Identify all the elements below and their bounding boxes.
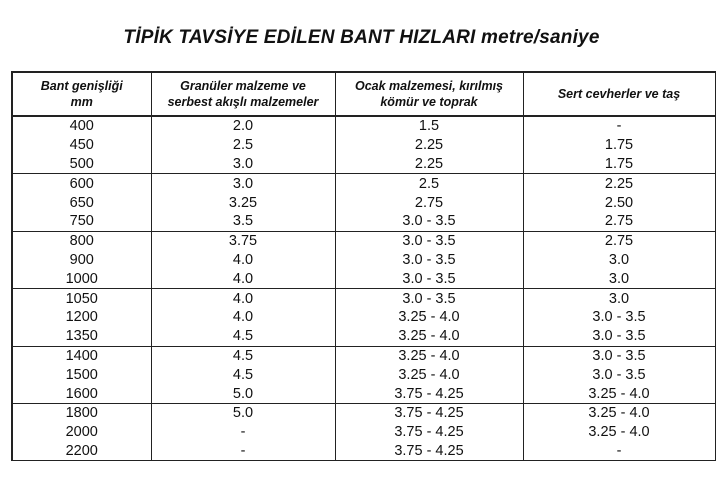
belt-width-cell: 800 — [12, 231, 151, 250]
granular-speed-cell: 4.0 — [151, 251, 335, 270]
belt-width-cell: 500 — [12, 155, 151, 174]
belt-width-cell: 600 — [12, 174, 151, 193]
granular-speed-cell: 4.0 — [151, 308, 335, 327]
belt-speed-table — [11, 71, 716, 461]
granular-speed-cell: 4.0 — [151, 269, 335, 288]
table-row — [12, 174, 715, 193]
belt-width-cell: 900 — [12, 251, 151, 270]
hard-ore-speed-cell: 2.25 — [523, 174, 715, 193]
quarry-speed-cell: 3.75 - 4.25 — [335, 403, 523, 422]
table-row — [12, 346, 715, 365]
table-row — [12, 403, 715, 422]
table-row — [12, 289, 715, 308]
quarry-speed-cell: 1.5 — [335, 116, 523, 136]
header-hard-ore — [523, 72, 715, 116]
quarry-speed-cell: 3.25 - 4.0 — [335, 327, 523, 346]
table-row — [12, 136, 715, 155]
granular-speed-cell: 5.0 — [151, 384, 335, 403]
hard-ore-speed-cell: 3.25 - 4.0 — [523, 403, 715, 422]
table-row — [12, 251, 715, 270]
granular-speed-cell: 4.5 — [151, 365, 335, 384]
quarry-speed-cell: 2.75 — [335, 193, 523, 212]
quarry-speed-cell: 3.75 - 4.25 — [335, 442, 523, 461]
header-granular-line1: Granüler malzeme ve — [180, 78, 306, 93]
granular-speed-cell: 4.5 — [151, 346, 335, 365]
table-row — [12, 327, 715, 346]
table-row — [12, 212, 715, 231]
table-row — [12, 308, 715, 327]
hard-ore-speed-cell: 3.0 - 3.5 — [523, 365, 715, 384]
quarry-speed-cell: 3.75 - 4.25 — [335, 423, 523, 442]
table-row — [12, 365, 715, 384]
quarry-speed-cell: 2.5 — [335, 174, 523, 193]
hard-ore-speed-cell: 3.25 - 4.0 — [523, 384, 715, 403]
table-body — [12, 116, 715, 461]
header-quarry-line1: Ocak malzemesi, kırılmış — [354, 78, 503, 93]
table-row — [12, 442, 715, 461]
quarry-speed-cell: 2.25 — [335, 155, 523, 174]
table-row — [12, 269, 715, 288]
table-row — [12, 231, 715, 250]
belt-width-cell: 1050 — [12, 289, 151, 308]
table-row — [12, 193, 715, 212]
belt-width-cell: 2200 — [12, 442, 151, 461]
quarry-speed-cell: 3.25 - 4.0 — [335, 346, 523, 365]
quarry-speed-cell: 3.75 - 4.25 — [335, 384, 523, 403]
granular-speed-cell: - — [151, 423, 335, 442]
belt-width-cell: 1350 — [12, 327, 151, 346]
belt-width-cell: 1200 — [12, 308, 151, 327]
quarry-speed-cell: 3.25 - 4.0 — [335, 308, 523, 327]
header-quarry — [335, 72, 523, 116]
header-belt-width — [12, 72, 151, 116]
hard-ore-speed-cell: 3.0 — [523, 289, 715, 308]
granular-speed-cell: - — [151, 442, 335, 461]
granular-speed-cell: 4.5 — [151, 327, 335, 346]
granular-speed-cell: 4.0 — [151, 289, 335, 308]
header-belt-width-line1: Bant genişliği — [40, 78, 123, 93]
granular-speed-cell: 3.0 — [151, 174, 335, 193]
header-hard-ore-line1: Sert cevherler ve taş — [557, 86, 681, 101]
belt-width-cell: 1000 — [12, 269, 151, 288]
hard-ore-speed-cell: - — [523, 116, 715, 136]
hard-ore-speed-cell: 3.25 - 4.0 — [523, 423, 715, 442]
hard-ore-speed-cell: 3.0 - 3.5 — [523, 346, 715, 365]
header-granular — [151, 72, 335, 116]
quarry-speed-cell: 3.0 - 3.5 — [335, 269, 523, 288]
table-row — [12, 155, 715, 174]
header-belt-width-line2: mm — [70, 95, 93, 109]
belt-width-cell: 650 — [12, 193, 151, 212]
table-row — [12, 116, 715, 136]
belt-width-cell: 400 — [12, 116, 151, 136]
quarry-speed-cell: 3.0 - 3.5 — [335, 231, 523, 250]
granular-speed-cell: 3.75 — [151, 231, 335, 250]
header-granular-line2: serbest akışlı malzemeler — [167, 95, 319, 109]
belt-width-cell: 1800 — [12, 403, 151, 422]
granular-speed-cell: 3.25 — [151, 193, 335, 212]
quarry-speed-cell: 2.25 — [335, 136, 523, 155]
hard-ore-speed-cell: 3.0 - 3.5 — [523, 327, 715, 346]
granular-speed-cell: 2.0 — [151, 116, 335, 136]
hard-ore-speed-cell: 3.0 - 3.5 — [523, 308, 715, 327]
belt-width-cell: 1400 — [12, 346, 151, 365]
hard-ore-speed-cell: 3.0 — [523, 269, 715, 288]
hard-ore-speed-cell: 1.75 — [523, 136, 715, 155]
table-row — [12, 423, 715, 442]
granular-speed-cell: 3.0 — [151, 155, 335, 174]
belt-width-cell: 750 — [12, 212, 151, 231]
granular-speed-cell: 5.0 — [151, 403, 335, 422]
belt-width-cell: 1600 — [12, 384, 151, 403]
hard-ore-speed-cell: 2.50 — [523, 193, 715, 212]
belt-width-cell: 450 — [12, 136, 151, 155]
hard-ore-speed-cell: 2.75 — [523, 231, 715, 250]
belt-width-cell: 2000 — [12, 423, 151, 442]
quarry-speed-cell: 3.25 - 4.0 — [335, 365, 523, 384]
page-title: TİPİK TAVSİYE EDİLEN BANT HIZLARI metre/saniye — [123, 27, 600, 48]
quarry-speed-cell: 3.0 - 3.5 — [335, 212, 523, 231]
granular-speed-cell: 3.5 — [151, 212, 335, 231]
hard-ore-speed-cell: - — [523, 442, 715, 461]
quarry-speed-cell: 3.0 - 3.5 — [335, 289, 523, 308]
quarry-speed-cell: 3.0 - 3.5 — [335, 251, 523, 270]
table-header-row — [12, 72, 715, 116]
granular-speed-cell: 2.5 — [151, 136, 335, 155]
header-quarry-line2: kömür ve toprak — [380, 95, 478, 109]
belt-width-cell: 1500 — [12, 365, 151, 384]
hard-ore-speed-cell: 3.0 — [523, 251, 715, 270]
hard-ore-speed-cell: 1.75 — [523, 155, 715, 174]
table-row — [12, 384, 715, 403]
hard-ore-speed-cell: 2.75 — [523, 212, 715, 231]
